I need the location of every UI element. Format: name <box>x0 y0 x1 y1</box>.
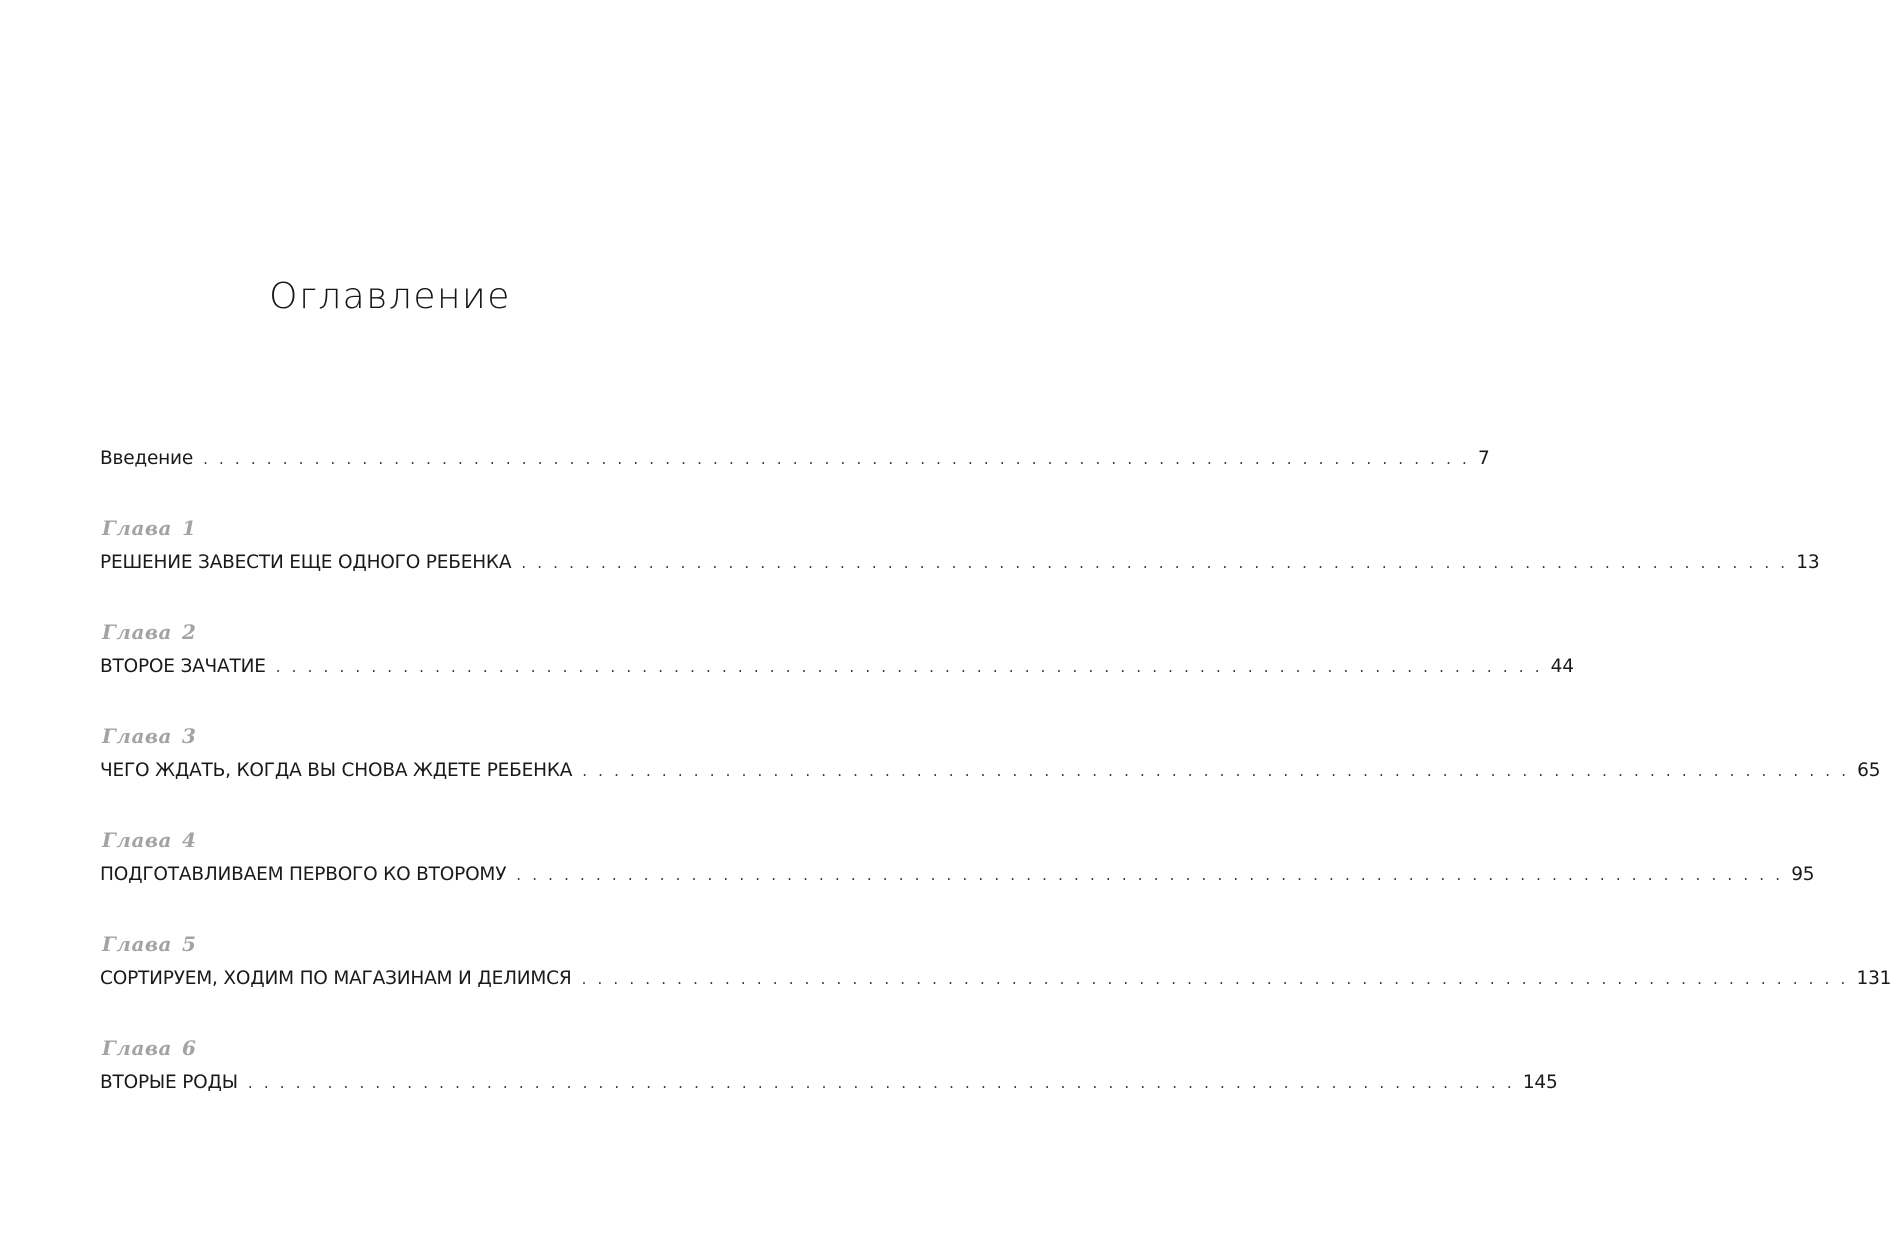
chapter-heading-1 <box>102 516 196 540</box>
chapter-heading-4 <box>102 828 196 852</box>
dot-leader: . . . . . . . . . . . . . . . . . . . . . . . . . . . . . . . . . . . . . . . . . . . . . . . . . . . . . . . . . . . . . . . . . . . . . . . . . . . . . . . . <box>582 762 1850 780</box>
toc-entry-chapter-3[interactable] <box>100 760 1881 786</box>
chapter-number: 1 <box>182 516 197 540</box>
page-number: 145 <box>1522 1072 1558 1093</box>
chapter-number: 6 <box>182 1036 197 1060</box>
page-title: Оглавление <box>269 276 511 317</box>
entry-label: Введение <box>100 448 194 469</box>
toc-entry-chapter-6[interactable] <box>100 1072 1558 1098</box>
entry-label: ВТОРЫЕ РОДЫ <box>100 1072 238 1093</box>
toc-entry-chapter-2[interactable] <box>100 656 1574 682</box>
chapter-number: 5 <box>182 932 197 956</box>
chapter-heading-6 <box>102 1036 196 1060</box>
chapter-number: 3 <box>182 724 197 748</box>
chapter-word: Глава <box>102 828 172 852</box>
chapter-word: Глава <box>102 620 172 644</box>
toc-entry-intro[interactable] <box>100 448 1490 474</box>
entry-label: ВТОРОЕ ЗАЧАТИЕ <box>100 656 266 677</box>
toc-entry-chapter-1[interactable] <box>100 552 1820 578</box>
chapter-number: 4 <box>182 828 197 852</box>
page-number: 13 <box>1796 552 1820 573</box>
dot-leader: . . . . . . . . . . . . . . . . . . . . . . . . . . . . . . . . . . . . . . . . . . . . . . . . . . . . . . . . . . . . . . . . . . . . . . . . . . . . . . . . <box>521 554 1789 572</box>
chapter-word: Глава <box>102 724 172 748</box>
chapter-word: Глава <box>102 516 172 540</box>
chapter-heading-5 <box>102 932 196 956</box>
chapter-heading-3 <box>102 724 196 748</box>
chapter-word: Глава <box>102 932 172 956</box>
entry-label: ЧЕГО ЖДАТЬ, КОГДА ВЫ СНОВА ЖДЕТЕ РЕБЕНКА <box>100 760 573 781</box>
dot-leader: . . . . . . . . . . . . . . . . . . . . . . . . . . . . . . . . . . . . . . . . . . . . . . . . . . . . . . . . . . . . . . . . . . . . . . . . . . . . . . . . <box>581 970 1849 988</box>
chapter-word: Глава <box>102 1036 172 1060</box>
page-number: 7 <box>1478 448 1490 469</box>
chapter-heading-2 <box>102 620 196 644</box>
page-number: 95 <box>1791 864 1815 885</box>
toc-entry-chapter-4[interactable] <box>100 864 1815 890</box>
toc-entry-chapter-5[interactable] <box>100 968 1891 994</box>
dot-leader: . . . . . . . . . . . . . . . . . . . . . . . . . . . . . . . . . . . . . . . . . . . . . . . . . . . . . . . . . . . . . . . . . . . . . . . . . . . . . . . . <box>203 450 1470 468</box>
entry-label: СОРТИРУЕМ, ХОДИМ ПО МАГАЗИНАМ И ДЕЛИМСЯ <box>100 968 572 989</box>
page-number: 65 <box>1857 760 1881 781</box>
entry-label: ПОДГОТАВЛИВАЕМ ПЕРВОГО КО ВТОРОМУ <box>100 864 507 885</box>
entry-label: РЕШЕНИЕ ЗАВЕСТИ ЕЩЕ ОДНОГО РЕБЕНКА <box>100 552 512 573</box>
dot-leader: . . . . . . . . . . . . . . . . . . . . . . . . . . . . . . . . . . . . . . . . . . . . . . . . . . . . . . . . . . . . . . . . . . . . . . . . . . . . . . . . <box>247 1074 1515 1092</box>
dot-leader: . . . . . . . . . . . . . . . . . . . . . . . . . . . . . . . . . . . . . . . . . . . . . . . . . . . . . . . . . . . . . . . . . . . . . . . . . . . . . . . . <box>275 658 1543 676</box>
page-number: 131 <box>1856 968 1891 989</box>
dot-leader: . . . . . . . . . . . . . . . . . . . . . . . . . . . . . . . . . . . . . . . . . . . . . . . . . . . . . . . . . . . . . . . . . . . . . . . . . . . . . . . . <box>516 866 1784 884</box>
chapter-number: 2 <box>182 620 197 644</box>
page-number: 44 <box>1550 656 1574 677</box>
